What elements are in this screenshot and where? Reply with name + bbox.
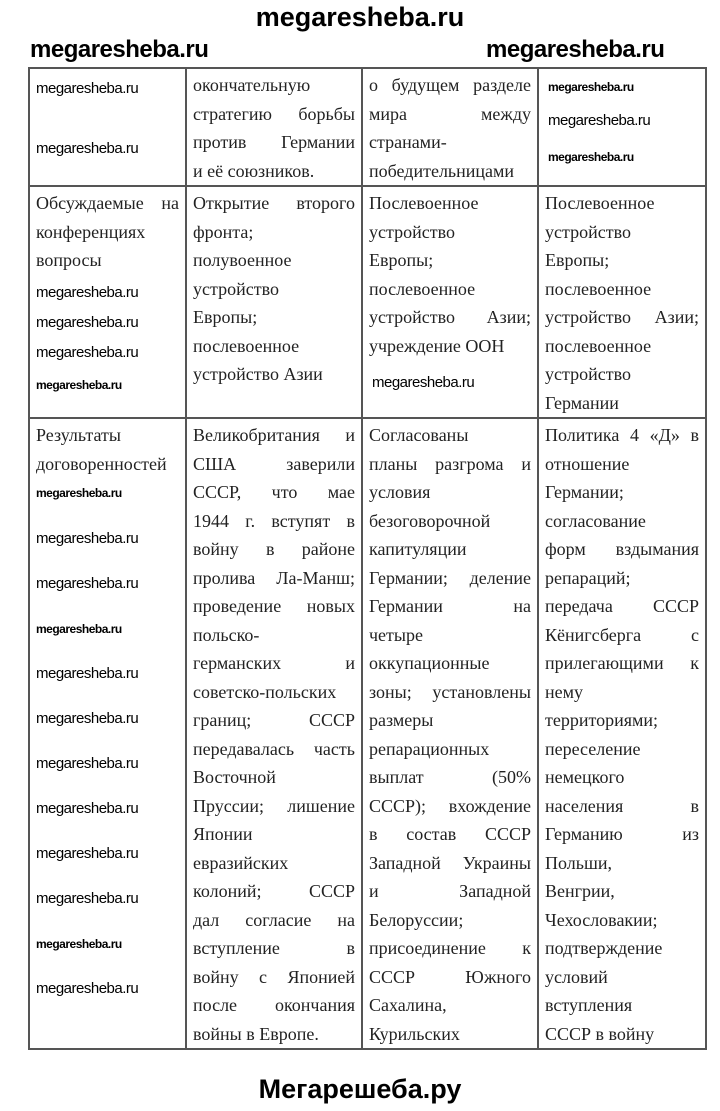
cell-line: фронта;	[193, 221, 254, 242]
watermark: megaresheba.ru	[548, 112, 651, 129]
cell-line: конференциях	[36, 221, 146, 242]
watermark: megaresheba.ru	[36, 530, 139, 547]
cell-line: колоний; СССР	[193, 881, 355, 901]
cell-line: Германии на	[369, 596, 531, 616]
cell-line: СССР, что мае	[193, 482, 355, 502]
cell-line: отношение	[545, 453, 630, 474]
watermark: megaresheba.ru	[30, 36, 209, 63]
cell-line: Японии	[193, 824, 253, 844]
cell-line: Венгрии,	[545, 881, 615, 901]
cell-line: договоренностей	[36, 453, 167, 474]
watermark: megaresheba.ru	[36, 845, 139, 862]
cell-line: Курильских	[369, 1023, 460, 1044]
cell-line: Сахалина,	[369, 995, 447, 1015]
cell-line: условий	[545, 966, 608, 987]
table-cell	[362, 68, 538, 186]
cell-line: вступление в	[193, 938, 355, 958]
cell-line: Западной Украины	[369, 852, 531, 873]
cell-line: устройство	[545, 364, 631, 384]
cell-line: Пруссии; лишение	[193, 795, 355, 816]
table-cell	[362, 418, 538, 1049]
cell-line: странами-	[369, 132, 447, 152]
cell-line: Германии	[545, 392, 619, 413]
cell-line: передача СССР	[545, 596, 699, 616]
cell-line: германских и	[193, 653, 355, 673]
cell-line: СССР в войну	[545, 1023, 655, 1044]
cell-line: Послевоенное	[545, 193, 655, 213]
cell-line: польско-	[193, 624, 260, 645]
cell-line: переселение	[545, 738, 641, 759]
watermark: megaresheba.ru	[36, 378, 122, 392]
cell-line: Результаты	[36, 425, 121, 445]
site-footer: Мегарешеба.ру	[258, 1074, 462, 1104]
cell-line: безоговорочной	[369, 510, 491, 531]
watermark: megaresheba.ru	[548, 80, 634, 94]
cell-line: полувоенное	[193, 250, 292, 270]
cell-line: войну с Японией	[193, 966, 355, 987]
table-cell	[186, 186, 362, 418]
watermark: megaresheba.ru	[36, 314, 139, 331]
cell-line: устройство Азии	[193, 364, 323, 384]
cell-line: зоны; установлены	[369, 681, 531, 702]
cell-line: после окончания	[193, 995, 355, 1015]
table-row	[29, 418, 706, 1049]
cell-line: Послевоенное	[369, 193, 479, 213]
watermark: megaresheba.ru	[36, 937, 122, 951]
cell-line: размеры	[369, 710, 434, 730]
cell-line: дал согласие на	[193, 909, 355, 930]
cell-line: СССР); вхождение	[369, 795, 531, 816]
cell-line: СССР Южного	[369, 966, 531, 987]
watermark: megaresheba.ru	[36, 890, 139, 907]
cell-line: окончательную	[193, 75, 311, 95]
cell-line: победительницами	[369, 160, 515, 181]
table-cell	[538, 418, 706, 1049]
table-cell	[186, 418, 362, 1049]
cell-line: немецкого	[545, 767, 625, 787]
site-header: megaresheba.ru	[255, 2, 465, 32]
cell-line: проведение новых	[193, 596, 355, 616]
cell-line: Открытие второго	[193, 193, 355, 213]
watermark: megaresheba.ru	[486, 36, 665, 63]
cell-line: войну в районе	[193, 539, 355, 559]
watermark: megaresheba.ru	[36, 344, 139, 361]
cell-line: устройство	[369, 221, 455, 242]
cell-line: оккупационные	[369, 653, 490, 673]
watermark: megaresheba.ru	[36, 980, 139, 997]
cell-line: против Германии	[193, 132, 355, 152]
cell-line: территориями;	[545, 710, 659, 730]
cell-line: Восточной	[193, 767, 276, 787]
cell-line: Обсуждаемые на	[36, 193, 179, 213]
watermark: megaresheba.ru	[36, 755, 139, 772]
cell-line: 1944 г. вступят в	[193, 510, 355, 531]
watermark: megaresheba.ru	[548, 150, 634, 164]
cell-line: границ; СССР	[193, 710, 355, 730]
table-cell	[538, 186, 706, 418]
cell-line: войны в Европе.	[193, 1023, 319, 1044]
cell-line: репараций;	[545, 567, 631, 588]
cell-line: Европы;	[369, 250, 434, 270]
cell-line: Европы;	[193, 307, 258, 327]
watermark: megaresheba.ru	[36, 80, 139, 97]
watermark: megaresheba.ru	[36, 486, 122, 500]
cell-line: четыре	[369, 624, 423, 645]
table-row	[29, 186, 706, 418]
cell-line: и её союзников.	[193, 160, 315, 181]
watermark: megaresheba.ru	[36, 140, 139, 157]
cell-line: вопросы	[36, 250, 102, 270]
cell-line: послевоенное	[545, 278, 652, 299]
watermark: megaresheba.ru	[36, 800, 139, 817]
watermark: megaresheba.ru	[36, 284, 139, 301]
cell-line: подтверждение	[545, 938, 663, 958]
cell-line: Кёнигсберга с	[545, 624, 699, 645]
cell-line: США заверили	[193, 453, 355, 474]
cell-line: пролива Ла-Манш;	[193, 567, 355, 588]
cell-line: населения в	[545, 795, 699, 816]
cell-line: послевоенное	[545, 335, 652, 356]
cell-line: стратегию борьбы	[193, 103, 355, 124]
cell-line: репарационных	[369, 738, 490, 759]
watermark: megaresheba.ru	[372, 374, 475, 391]
cell-line: мира между	[369, 103, 531, 124]
table-cell	[186, 68, 362, 186]
cell-line: послевоенное	[369, 278, 476, 299]
cell-line: и Западной	[369, 881, 531, 901]
cell-line: Чехословакии;	[545, 909, 658, 930]
cell-line: вступления	[545, 995, 633, 1015]
watermark: megaresheba.ru	[36, 665, 139, 682]
cell-line: Великобритания и	[193, 425, 355, 445]
cell-line: устройство Азии;	[369, 307, 531, 327]
cell-line: о будущем разделе	[369, 75, 531, 95]
watermark: megaresheba.ru	[36, 622, 122, 636]
cell-line: Германию из	[545, 824, 699, 844]
cell-line: Европы;	[545, 250, 610, 270]
cell-line: учреждение ООН	[369, 335, 505, 356]
cell-line: присоединение к	[369, 938, 531, 958]
cell-line: прилегающими к	[545, 653, 699, 673]
cell-line: устройство Азии;	[545, 307, 699, 327]
cell-line: передавалась часть	[193, 738, 355, 759]
cell-line: выплат (50%	[369, 767, 531, 787]
cell-line: нему	[545, 681, 584, 702]
cell-line: Польши,	[545, 852, 612, 873]
cell-line: устройство	[545, 221, 631, 242]
watermark: megaresheba.ru	[36, 710, 139, 727]
cell-line: планы разгрома и	[369, 453, 531, 474]
table-cell	[29, 418, 186, 1049]
cell-line: форм вздымания	[545, 539, 699, 559]
cell-line: евразийских	[193, 852, 289, 873]
cell-line: послевоенное	[193, 335, 300, 356]
cell-line: Белоруссии;	[369, 909, 464, 930]
cell-line: Германии;	[545, 482, 624, 502]
cell-line: капитуляции	[369, 539, 467, 559]
cell-line: Германии; деление	[369, 567, 531, 588]
cell-line: устройство	[193, 278, 279, 299]
watermark: megaresheba.ru	[36, 575, 139, 592]
cell-line: условия	[369, 482, 431, 502]
cell-line: Согласованы	[369, 425, 469, 445]
cell-line: согласование	[545, 510, 646, 531]
cell-line: Политика 4 «Д» в	[545, 425, 699, 445]
cell-line: в состав СССР	[369, 824, 531, 844]
cell-line: советско-польских	[193, 681, 337, 702]
